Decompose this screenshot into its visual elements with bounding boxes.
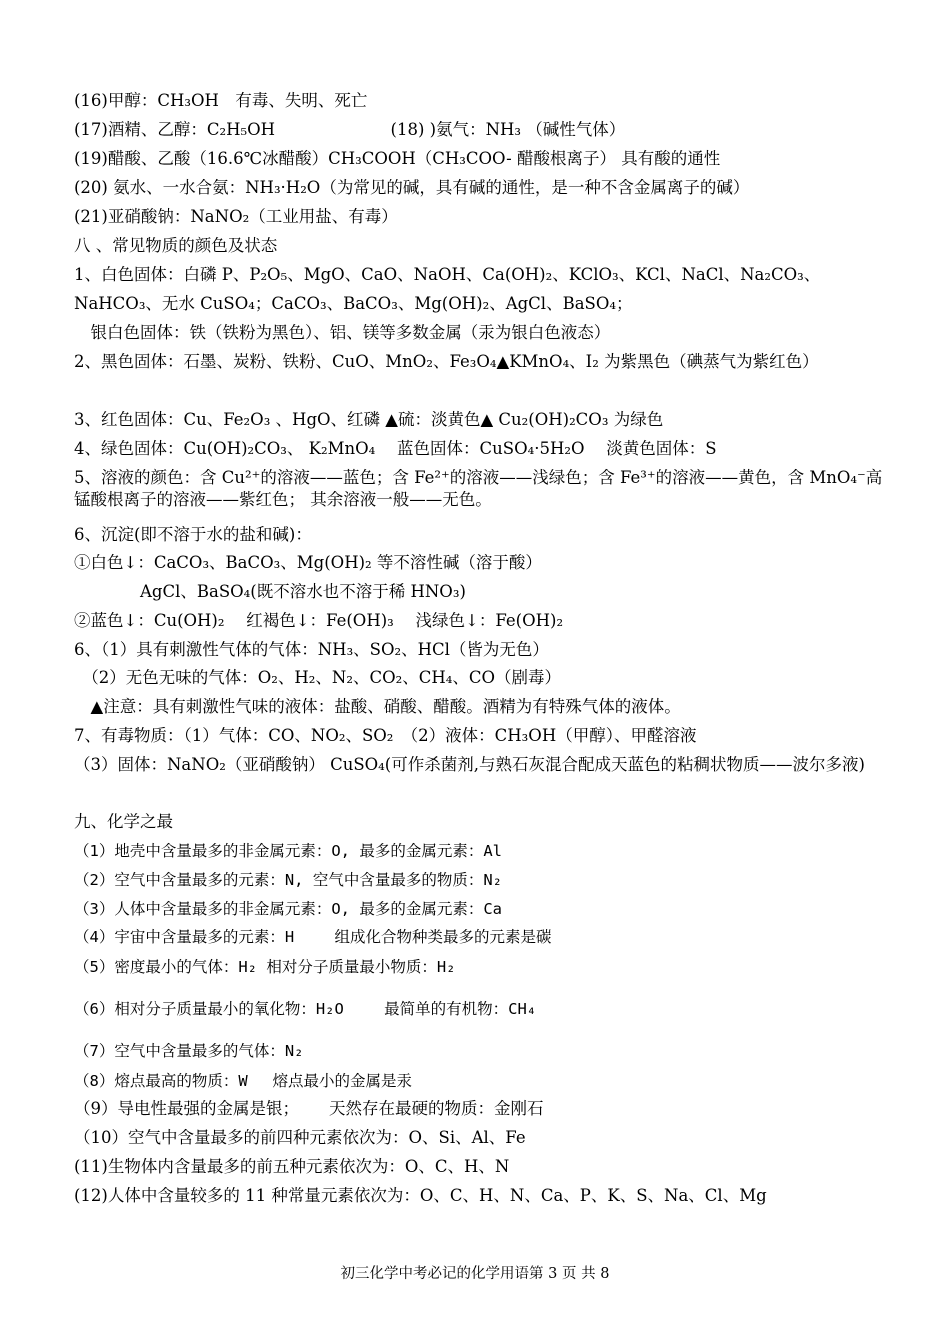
line-silver-white-solids: 银白色固体：铁（铁粉为黑色）、铝、镁等多数金属（汞为银白色液态） xyxy=(74,323,611,342)
line-precipitate-heading: 6、沉淀(即不溶于水的盐和碱)： xyxy=(74,525,312,544)
section-9-heading: 九、化学之最 xyxy=(74,812,173,831)
line-superlative-8: （8）熔点最高的物质：W 熔点最小的金属是汞 xyxy=(74,1072,412,1090)
line-superlative-5: （5）密度最小的气体：H₂ 相对分子质量最小物质：H₂ xyxy=(74,958,456,976)
line-superlative-9: （9）导电性最强的金属是银； 天然存在最硬的物质：金刚石 xyxy=(74,1099,544,1118)
line-16-methanol: (16)甲醇：CH₃OH 有毒、失明、死亡 xyxy=(74,91,368,110)
line-red-solids: 3、红色固体：Cu、Fe₂O₃ 、HgO、红磷 ▲硫：淡黄色▲ Cu₂(OH)₂CO₃ 为绿色 xyxy=(74,410,664,429)
line-black-solids: 2、黑色固体：石墨、炭粉、铁粉、CuO、MnO₂、Fe₃O₄▲KMnO₄、I₂ 为紫黑色（碘蒸气为紫红色） xyxy=(74,352,819,371)
line-odorless-gases: （2）无色无味的气体：O₂、H₂、N₂、CO₂、CH₄、CO（剧毒） xyxy=(74,668,561,687)
line-irritating-liquids-note: ▲注意：具有刺激性气味的液体：盐酸、硝酸、醋酸。酒精为有特殊气体的液体。 xyxy=(74,697,681,716)
line-white-solids-cont: NaHCO₃、无水 CuSO₄；CaCO₃、BaCO₃、Mg(OH)₂、AgCl、BaSO₄； xyxy=(74,294,633,313)
page-footer: 初三化学中考必记的化学用语第 3 页 共 8 xyxy=(340,1266,610,1282)
line-superlative-1: （1）地壳中含量最多的非金属元素：O, 最多的金属元素：Al xyxy=(74,842,502,860)
line-superlative-3: （3）人体中含量最多的非金属元素：O, 最多的金属元素：Ca xyxy=(74,900,502,918)
line-17-ethanol-18-ammonia: (17)酒精、乙醇：C₂H₅OH (18) )氨气：NH₃ （碱性气体） xyxy=(74,120,626,139)
line-white-solids: 1、白色固体：白磷 P、P₂O₅、MgO、CaO、NaOH、Ca(OH)₂、KClO₃、KCl、NaCl、Na₂CO₃、 xyxy=(74,265,821,284)
line-green-solids: 4、绿色固体：Cu(OH)₂CO₃、 K₂MnO₄ 蓝色固体：CuSO₄·5H₂O 淡黄色固体：S xyxy=(74,439,717,458)
section-8-heading: 八 、常见物质的颜色及状态 xyxy=(74,236,278,255)
line-superlative-11: (11)生物体内含量最多的前五种元素依次为：O、C、H、N xyxy=(74,1157,510,1176)
line-superlative-2: （2）空气中含量最多的元素：N, 空气中含量最多的物质：N₂ xyxy=(74,871,502,889)
line-superlative-4: （4）宇宙中含量最多的元素：H 组成化合物种类最多的元素是碳 xyxy=(74,928,552,946)
line-colored-precipitates: ②蓝色↓：Cu(OH)₂ 红褐色↓：Fe(OH)₃ 浅绿色↓：Fe(OH)₂ xyxy=(74,611,564,630)
line-superlative-12: (12)人体中含量较多的 11 种常量元素依次为：O、C、H、N、Ca、P、K、S、Na、Cl、Mg xyxy=(74,1186,767,1205)
line-solution-colors: 5、溶液的颜色：含 Cu²⁺的溶液——蓝色；含 Fe²⁺的溶液——浅绿色；含 Fe³⁺的溶液——黄色，含 MnO₄⁻高锰酸根离子的溶液——紫红色； 其余溶液一般——无色。 xyxy=(74,468,883,509)
line-superlative-7: （7）空气中含量最多的气体：N₂ xyxy=(74,1042,304,1060)
line-20-ammonia-water: (20) 氨水、一水合氨：NH₃·H₂O（为常见的碱，具有碱的通性，是一种不含金属离子的碱） xyxy=(74,178,750,197)
line-toxic-substances: 7、有毒物质：（1）气体：CO、NO₂、SO₂ （2）液体：CH₃OH（甲醇）、甲醛溶液 xyxy=(74,726,697,745)
line-irritating-gases: 6、（1）具有刺激性气体的气体：NH₃、SO₂、HCl（皆为无色） xyxy=(74,640,549,659)
line-white-precipitate: ①白色↓：CaCO₃、BaCO₃、Mg(OH)₂ 等不溶性碱（溶于酸） xyxy=(74,553,542,572)
line-toxic-solids: （3）固体：NaNO₂（亚硝酸钠） CuSO₄(可作杀菌剂,与熟石灰混合配成天蓝色的粘稠状物质——波尔多液) xyxy=(74,755,865,774)
line-superlative-10: （10）空气中含量最多的前四种元素依次为：O、Si、Al、Fe xyxy=(74,1128,526,1147)
line-superlative-6: （6）相对分子质量最小的氧化物：H₂O 最简单的有机物：CH₄ xyxy=(74,1000,537,1018)
line-21-sodium-nitrite: (21)亚硝酸钠：NaNO₂（工业用盐、有毒） xyxy=(74,207,398,226)
line-19-acetic-acid: (19)醋酸、乙酸（16.6℃冰醋酸）CH₃COOH（CH₃COO- 醋酸根离子） 具有酸的通性 xyxy=(74,149,721,168)
line-white-precipitate-cont: AgCl、BaSO₄(既不溶水也不溶于稀 HNO₃) xyxy=(74,582,466,601)
